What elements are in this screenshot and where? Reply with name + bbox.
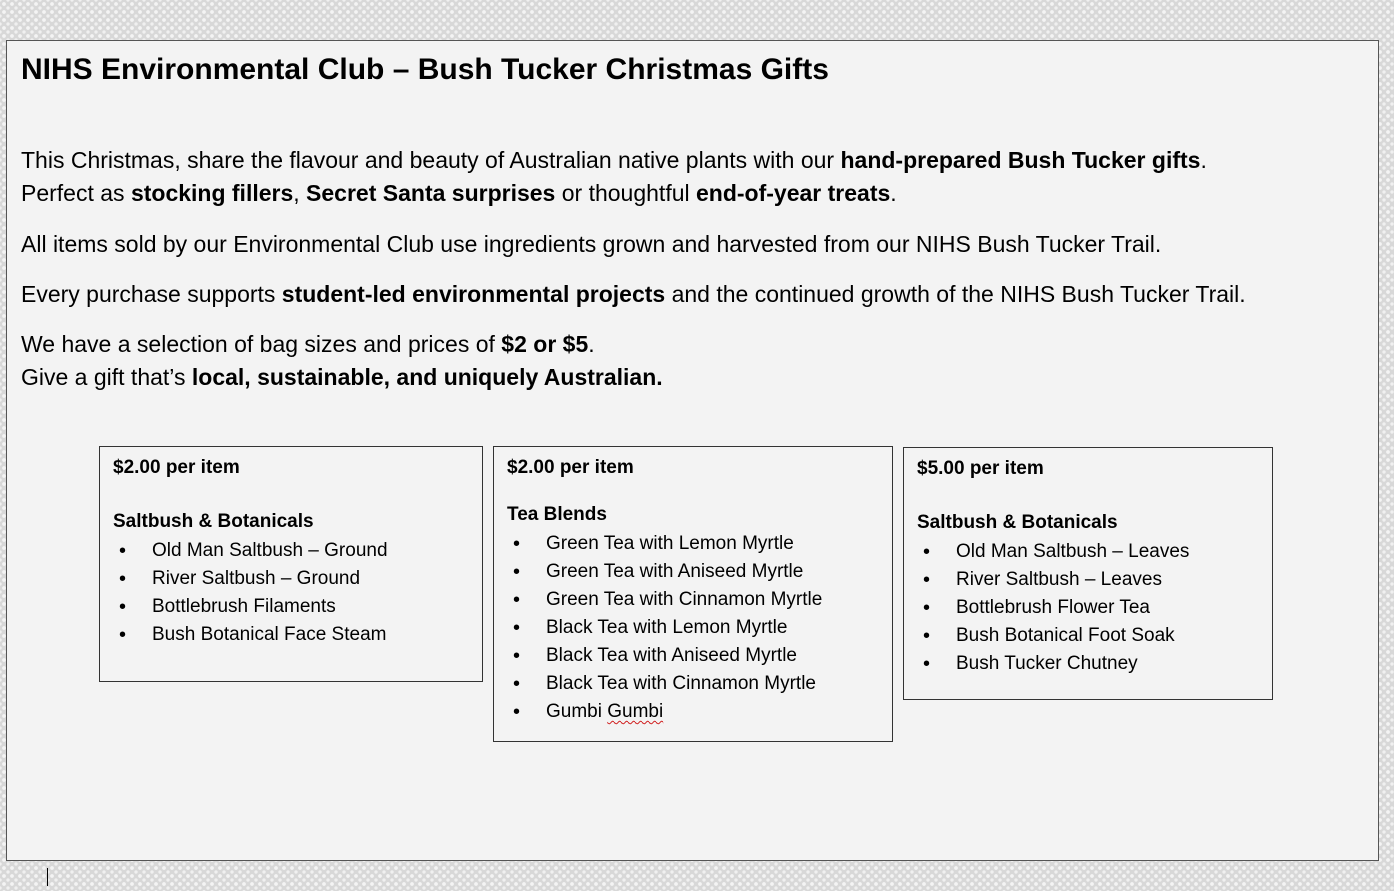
price-box-saltbush-2 bbox=[99, 446, 483, 682]
item-list bbox=[113, 537, 469, 649]
list-item: • Bottlebrush Flower Tea bbox=[917, 594, 1259, 622]
list-item bbox=[507, 698, 879, 726]
pricing-period: . bbox=[588, 331, 595, 357]
gift-bold: local, sustainable, and uniquely Australian. bbox=[191, 364, 663, 390]
list-item-text: Gumbi bbox=[546, 701, 608, 722]
list-item: • Green Tea with Lemon Myrtle bbox=[507, 530, 879, 558]
pricing-paragraph bbox=[21, 328, 663, 394]
support-text: Every purchase supports bbox=[21, 281, 282, 307]
price-box-saltbush-5 bbox=[903, 447, 1273, 700]
support-paragraph bbox=[21, 278, 1246, 311]
intro-paragraph bbox=[21, 144, 1207, 210]
intro-text: This Christmas, share the flavour and beauty of Australian native plants with our bbox=[21, 147, 841, 173]
list-item: • Bush Botanical Face Steam bbox=[113, 621, 469, 649]
list-item: • Green Tea with Cinnamon Myrtle bbox=[507, 586, 879, 614]
list-item: • Black Tea with Cinnamon Myrtle bbox=[507, 670, 879, 698]
box-price: $2.00 per item bbox=[507, 457, 634, 478]
list-item: • River Saltbush – Ground bbox=[113, 565, 469, 593]
pricing-bold: $2 or $5 bbox=[501, 331, 589, 357]
intro-bold-santa: Secret Santa surprises bbox=[306, 180, 556, 206]
box-category: Saltbush & Botanicals bbox=[113, 511, 314, 532]
intro-comma: , bbox=[293, 180, 307, 206]
list-item: • Black Tea with Lemon Myrtle bbox=[507, 614, 879, 642]
ingredients-paragraph: All items sold by our Environmental Club use ingredients grown and harvested from our NIHS Bush Tucker Trail. bbox=[21, 231, 1162, 257]
box-category: Tea Blends bbox=[507, 504, 607, 525]
box-category: Saltbush & Botanicals bbox=[917, 512, 1118, 533]
list-item: • River Saltbush – Leaves bbox=[917, 566, 1259, 594]
intro-or-text: or thoughtful bbox=[555, 180, 696, 206]
box-price: $5.00 per item bbox=[917, 458, 1044, 479]
document-page[interactable] bbox=[6, 40, 1379, 861]
list-item: • Bush Tucker Chutney bbox=[917, 650, 1259, 678]
intro-bold-gifts: hand-prepared Bush Tucker gifts bbox=[840, 147, 1201, 173]
page-title: NIHS Environmental Club – Bush Tucker Christmas Gifts bbox=[21, 53, 829, 86]
list-item: • Old Man Saltbush – Leaves bbox=[917, 538, 1259, 566]
list-item: • Bottlebrush Filaments bbox=[113, 593, 469, 621]
item-list bbox=[917, 538, 1259, 678]
list-item: • Bush Botanical Foot Soak bbox=[917, 622, 1259, 650]
list-item: • Black Tea with Aniseed Myrtle bbox=[507, 642, 879, 670]
box-price: $2.00 per item bbox=[113, 457, 240, 478]
intro-period: . bbox=[1200, 147, 1207, 173]
list-item: • Green Tea with Aniseed Myrtle bbox=[507, 558, 879, 586]
intro-bold-treats: end-of-year treats bbox=[696, 180, 891, 206]
support-bold: student-led environmental projects bbox=[281, 281, 666, 307]
intro-bold-stocking: stocking fillers bbox=[130, 180, 294, 206]
gift-text: Give a gift that’s bbox=[21, 364, 192, 390]
text-cursor bbox=[47, 868, 48, 886]
intro-period-2: . bbox=[890, 180, 897, 206]
intro-perfect-text: Perfect as bbox=[21, 180, 131, 206]
price-box-tea-blends bbox=[493, 446, 893, 742]
pricing-text: We have a selection of bag sizes and prices of bbox=[21, 331, 502, 357]
item-list bbox=[507, 530, 879, 726]
spellcheck-underlined-word[interactable]: Gumbi bbox=[607, 701, 664, 722]
support-text-end: and the continued growth of the NIHS Bush Tucker Trail. bbox=[665, 281, 1246, 307]
list-item: • Old Man Saltbush – Ground bbox=[113, 537, 469, 565]
